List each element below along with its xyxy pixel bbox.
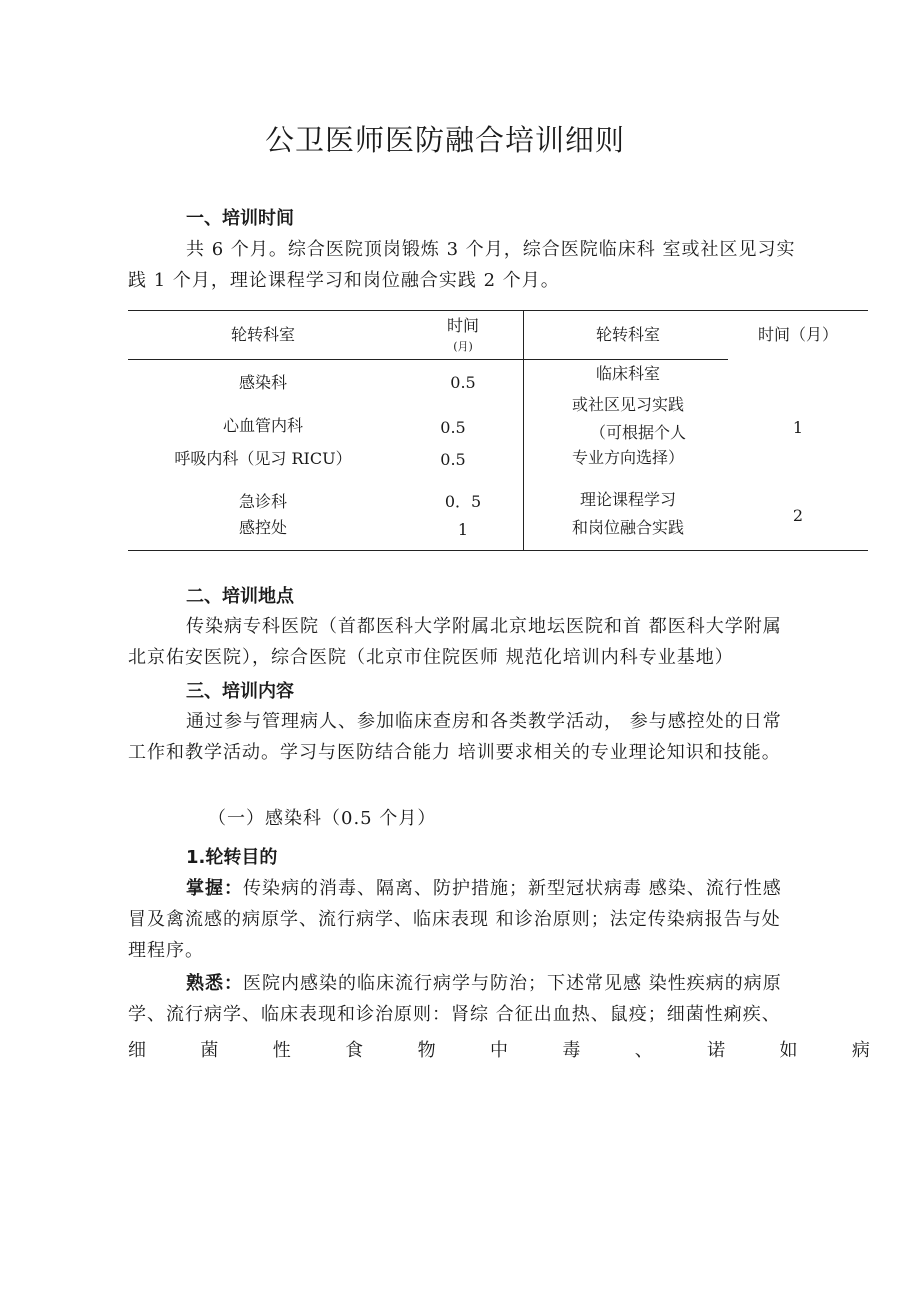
paragraph-line: 通过参与管理病人、参加临床查房和各类教学活动， 参与感控处的日常 — [186, 711, 782, 732]
table-column-divider — [523, 310, 524, 551]
paragraph-line: 共 6 个月。综合医院顶岗锻炼 3 个月，综合医院临床科 室或社区见习实 — [186, 239, 796, 260]
table-row-time: 0.5 — [450, 373, 476, 392]
spread-char: 物 — [417, 1040, 436, 1061]
section-heading-training-content: 三、培训内容 — [186, 681, 294, 702]
table-row-dept-2: 专业方向选择） — [571, 448, 684, 467]
table-row-dept-2: （可根据个人 — [589, 423, 686, 442]
table-row-dept-2: 和岗位融合实践 — [571, 518, 684, 537]
page-title: 公卫医师医防融合培训细则 — [264, 123, 625, 157]
paragraph-line: 冒及禽流感的病原学、流行病学、临床表现 和诊治原则；法定传染病报告与处 — [128, 909, 781, 930]
rotation-goal-heading: 1.轮转目的 — [186, 847, 278, 868]
table-row-dept-2: 临床科室 — [595, 364, 660, 383]
table-row-time-2: 1 — [792, 418, 804, 437]
training-content-paragraph — [128, 706, 870, 768]
familiar-line-3 — [128, 1036, 870, 1062]
table-row-dept: 心血管内科 — [222, 416, 303, 435]
spread-char: 、 — [634, 1040, 653, 1061]
familiar-paragraph — [128, 968, 870, 1030]
spread-char: 食 — [345, 1040, 364, 1061]
paragraph-line: 学、流行病学、临床表现和诊治原则：肾综 合征出血热、鼠疫；细菌性痢疾、 — [128, 1004, 781, 1025]
spread-char: 如 — [779, 1040, 798, 1061]
table-row-dept: 急诊科 — [238, 492, 287, 511]
rotation-table — [128, 310, 868, 551]
spread-char: 性 — [272, 1040, 291, 1061]
table-row-time: 0.5 — [440, 450, 466, 469]
section-heading-training-time: 一、培训时间 — [186, 208, 294, 229]
paragraph-line: 传染病专科医院（首都医科大学附属北京地坛医院和首 都医科大学附属 — [186, 616, 782, 637]
spread-char: 病 — [851, 1040, 870, 1061]
paragraph-line: 医院内感染的临床流行病学与防治；下述常见感 染性疾病的病原 — [243, 973, 782, 994]
table-row-dept: 感控处 — [238, 518, 287, 537]
paragraph-line: 践 1 个月，理论课程学习和岗位融合实践 2 个月。 — [128, 270, 560, 291]
table-row-dept-2: 或社区见习实践 — [571, 395, 684, 414]
table-header-rule — [128, 359, 728, 360]
paragraph-line: 传染病的消毒、隔离、防护措施；新型冠状病毒 感染、流行性感 — [243, 878, 782, 899]
table-row-dept-2: 理论课程学习 — [579, 490, 676, 509]
familiar-label: 熟悉： — [186, 973, 243, 994]
header-dept-2: 轮转科室 — [595, 325, 660, 344]
header-time: 时间 — [446, 316, 479, 335]
master-label: 掌握： — [186, 878, 243, 899]
spread-char: 菌 — [200, 1040, 219, 1061]
header-time-2: 时间（月） — [757, 325, 838, 344]
table-row-dept: 感染科 — [238, 373, 287, 392]
table-top-rule — [128, 310, 868, 311]
table-row-time: 0.5 — [440, 418, 466, 437]
training-time-paragraph — [128, 234, 870, 296]
spread-char: 中 — [489, 1040, 508, 1061]
spread-char: 毒 — [562, 1040, 581, 1061]
training-location-paragraph — [128, 611, 870, 673]
section-heading-training-location: 二、培训地点 — [186, 586, 294, 607]
table-row-dept: 呼吸内科（见习 RICU） — [174, 449, 352, 468]
subsection-heading-infectious-dept: （一）感染科（0.5 个月） — [208, 808, 437, 829]
table-row-time: 1 — [457, 520, 469, 539]
spread-char: 诺 — [707, 1040, 726, 1061]
master-paragraph — [128, 873, 870, 966]
spread-char: 细 — [128, 1040, 146, 1061]
header-dept: 轮转科室 — [230, 325, 295, 344]
paragraph-line: 理程序。 — [128, 940, 204, 961]
paragraph-line: 北京佑安医院），综合医院（北京市住院医师 规范化培训内科专业基地） — [128, 647, 734, 668]
paragraph-line: 工作和教学活动。学习与医防结合能力 培训要求相关的专业理论知识和技能。 — [128, 742, 781, 763]
header-time-unit: (月) — [453, 340, 473, 353]
table-bottom-rule — [128, 550, 868, 551]
table-row-time: 0．5 — [444, 492, 482, 511]
table-row-time-2: 2 — [792, 506, 804, 525]
